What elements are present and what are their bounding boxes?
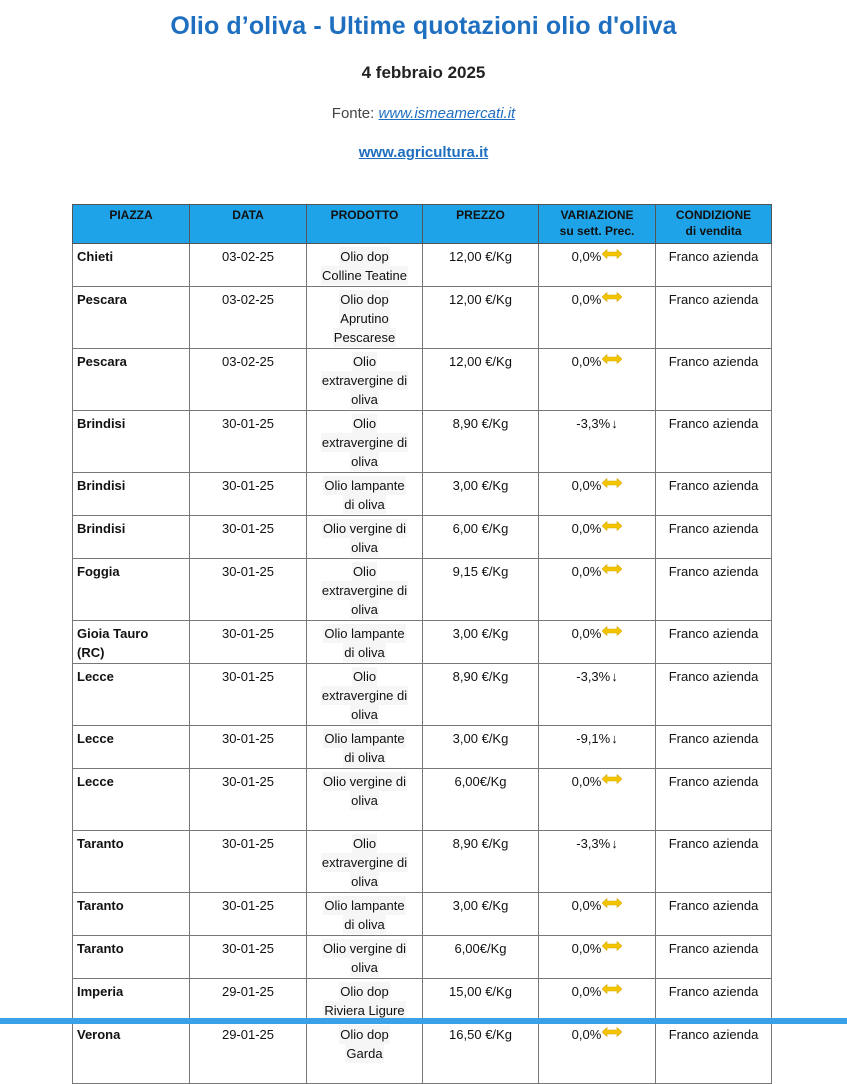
cell-prezzo — [423, 831, 539, 893]
cell-piazza — [73, 516, 190, 559]
cell-prezzo — [423, 244, 539, 287]
variazione-wrapper — [572, 247, 623, 266]
yellow-left-right-arrow-icon — [602, 626, 622, 636]
prodotto-text: oliva — [351, 707, 378, 722]
header-condizione-line2: di vendita — [685, 224, 742, 238]
prezzo-text: 15,00 €/Kg — [449, 984, 512, 999]
cell-prodotto — [307, 664, 423, 726]
cell-prodotto — [307, 1022, 423, 1084]
cell-data — [190, 559, 307, 621]
prodotto-text: oliva — [351, 793, 378, 808]
prodotto-text: di oliva — [344, 917, 385, 932]
quotes-table — [72, 204, 772, 1084]
variazione-text: 0,0% — [571, 626, 602, 641]
data-text: 30-01-25 — [221, 564, 275, 579]
cell-piazza — [73, 893, 190, 936]
header-condizione-line1: CONDIZIONE — [675, 208, 752, 222]
site-link[interactable]: www.agricultura.it — [358, 144, 489, 161]
header-prezzo: PREZZO — [423, 205, 539, 244]
variazione-text: 0,0% — [571, 898, 602, 913]
cell-piazza — [73, 769, 190, 831]
condizione-text: Franco azienda — [668, 941, 759, 956]
variazione-wrapper — [572, 352, 623, 371]
source-link[interactable]: www.ismeamercati.it — [378, 105, 516, 122]
cell-variazione — [539, 621, 656, 664]
table-row — [73, 664, 772, 726]
cell-prodotto — [307, 979, 423, 1022]
prodotto-text: Olio — [352, 836, 377, 851]
prodotto-text: extravergine di — [321, 688, 408, 703]
table-row — [73, 516, 772, 559]
yellow-left-right-arrow-icon — [602, 354, 622, 364]
yellow-left-right-arrow-icon — [602, 941, 622, 951]
cell-condizione — [656, 664, 772, 726]
source-line — [0, 105, 847, 122]
yellow-left-right-arrow-icon — [602, 774, 622, 784]
cell-variazione — [539, 664, 656, 726]
condizione-text: Franco azienda — [668, 898, 759, 913]
condizione-text: Franco azienda — [668, 1027, 759, 1042]
cell-data — [190, 831, 307, 893]
cell-piazza — [73, 1022, 190, 1084]
cell-condizione — [656, 244, 772, 287]
prodotto-text: di oliva — [344, 750, 385, 765]
yellow-left-right-arrow-icon — [602, 478, 622, 488]
prodotto-text: Aprutino — [340, 311, 389, 326]
condizione-text: Franco azienda — [668, 669, 759, 684]
cell-prodotto — [307, 244, 423, 287]
prodotto-text: Olio — [352, 669, 377, 684]
variazione-wrapper — [576, 729, 617, 748]
cell-condizione — [656, 621, 772, 664]
cell-variazione — [539, 893, 656, 936]
cell-prodotto — [307, 349, 423, 411]
cell-prodotto — [307, 411, 423, 473]
cell-data — [190, 769, 307, 831]
prezzo-text: 9,15 €/Kg — [452, 564, 509, 579]
data-text: 03-02-25 — [221, 249, 275, 264]
condizione-text: Franco azienda — [668, 774, 759, 789]
table-row — [73, 287, 772, 349]
variazione-wrapper — [572, 290, 623, 309]
piazza-text: Brindisi — [77, 478, 126, 493]
data-text: 30-01-25 — [221, 774, 275, 789]
cell-data — [190, 349, 307, 411]
variazione-text: 0,0% — [571, 774, 602, 789]
variazione-wrapper — [576, 667, 617, 686]
data-text: 30-01-25 — [221, 626, 275, 641]
cell-condizione — [656, 349, 772, 411]
cell-prezzo — [423, 726, 539, 769]
header-variazione — [539, 205, 656, 244]
cell-prezzo — [423, 936, 539, 979]
prodotto-text: Olio dop — [340, 1027, 389, 1042]
cell-variazione — [539, 287, 656, 349]
piazza-text: Taranto — [77, 836, 124, 851]
prodotto-text: extravergine di — [321, 855, 408, 870]
prodotto-text: di oliva — [344, 645, 385, 660]
prodotto-text: Olio lampante — [324, 626, 405, 641]
cell-piazza — [73, 979, 190, 1022]
yellow-left-right-arrow-icon — [602, 564, 622, 574]
condizione-text: Franco azienda — [668, 564, 759, 579]
prezzo-text: 8,90 €/Kg — [452, 669, 509, 684]
prezzo-text: 12,00 €/Kg — [449, 292, 512, 307]
cell-prezzo — [423, 893, 539, 936]
table-row — [73, 893, 772, 936]
variazione-wrapper — [572, 624, 623, 643]
piazza-text: Gioia Tauro — [77, 626, 149, 641]
table-row — [73, 411, 772, 473]
data-text: 30-01-25 — [221, 416, 275, 431]
variazione-wrapper — [572, 562, 623, 581]
condizione-text: Franco azienda — [668, 731, 759, 746]
cell-data — [190, 979, 307, 1022]
piazza-text: Brindisi — [77, 521, 126, 536]
cell-prodotto — [307, 516, 423, 559]
table-row — [73, 473, 772, 516]
header-data: DATA — [190, 205, 307, 244]
variazione-text: 0,0% — [571, 564, 602, 579]
variazione-wrapper — [572, 519, 623, 538]
prodotto-text: Olio — [352, 564, 377, 579]
variazione-wrapper — [576, 414, 617, 433]
condizione-text: Franco azienda — [668, 521, 759, 536]
cell-condizione — [656, 726, 772, 769]
cell-variazione — [539, 936, 656, 979]
piazza-text: Taranto — [77, 941, 124, 956]
variazione-wrapper — [572, 939, 623, 958]
cell-prezzo — [423, 287, 539, 349]
piazza-text: Foggia — [77, 564, 120, 579]
piazza-text: Taranto — [77, 898, 124, 913]
prodotto-text: oliva — [351, 602, 378, 617]
variazione-text: 0,0% — [571, 984, 602, 999]
prezzo-text: 8,90 €/Kg — [452, 416, 509, 431]
condizione-text: Franco azienda — [668, 836, 759, 851]
variazione-wrapper — [576, 834, 617, 853]
condizione-text: Franco azienda — [668, 478, 759, 493]
condizione-text: Franco azienda — [668, 626, 759, 641]
cell-prezzo — [423, 349, 539, 411]
cell-data — [190, 411, 307, 473]
cell-prodotto — [307, 726, 423, 769]
prodotto-text: Riviera Ligure — [324, 1003, 405, 1018]
yellow-left-right-arrow-icon — [602, 898, 622, 908]
cell-condizione — [656, 979, 772, 1022]
cell-condizione — [656, 1022, 772, 1084]
cell-condizione — [656, 473, 772, 516]
cell-variazione — [539, 979, 656, 1022]
table-row — [73, 244, 772, 287]
condizione-text: Franco azienda — [668, 354, 759, 369]
prodotto-text: oliva — [351, 392, 378, 407]
header-condizione — [656, 205, 772, 244]
prodotto-text: Olio — [352, 354, 377, 369]
cell-data — [190, 244, 307, 287]
bottom-accent-bar — [0, 1018, 847, 1024]
prodotto-text: Olio vergine di — [322, 774, 407, 789]
variazione-text: -3,3% — [576, 836, 611, 851]
cell-data — [190, 287, 307, 349]
cell-prodotto — [307, 769, 423, 831]
piazza-text: (RC) — [77, 645, 105, 660]
data-text: 29-01-25 — [221, 1027, 275, 1042]
prodotto-text: Olio dop — [340, 984, 389, 999]
piazza-text: Lecce — [77, 731, 114, 746]
prodotto-text: Garda — [346, 1046, 383, 1061]
down-arrow-icon: ↓ — [611, 836, 618, 851]
prodotto-text: Olio lampante — [324, 898, 405, 913]
page-date: 4 febbraio 2025 — [361, 63, 486, 82]
cell-prezzo — [423, 559, 539, 621]
table-row — [73, 1022, 772, 1084]
cell-condizione — [656, 411, 772, 473]
variazione-wrapper — [572, 772, 623, 791]
cell-condizione — [656, 936, 772, 979]
cell-prodotto — [307, 287, 423, 349]
variazione-wrapper — [572, 896, 623, 915]
cell-variazione — [539, 831, 656, 893]
variazione-wrapper — [572, 476, 623, 495]
prezzo-text: 3,00 €/Kg — [452, 731, 509, 746]
cell-variazione — [539, 769, 656, 831]
cell-prodotto — [307, 473, 423, 516]
cell-condizione — [656, 287, 772, 349]
data-text: 30-01-25 — [221, 521, 275, 536]
page-title: Olio d’oliva - Ultime quotazioni olio d'oliva — [170, 12, 677, 40]
piazza-text: Lecce — [77, 774, 114, 789]
prodotto-text: Olio vergine di — [322, 521, 407, 536]
cell-variazione — [539, 411, 656, 473]
prodotto-text: di oliva — [344, 497, 385, 512]
table-row — [73, 831, 772, 893]
down-arrow-icon: ↓ — [611, 731, 618, 746]
prodotto-text: Olio dop — [340, 249, 389, 264]
header-prodotto: PRODOTTO — [307, 205, 423, 244]
down-arrow-icon: ↓ — [611, 416, 618, 431]
piazza-text: Brindisi — [77, 416, 126, 431]
cell-prodotto — [307, 893, 423, 936]
cell-piazza — [73, 831, 190, 893]
cell-piazza — [73, 411, 190, 473]
data-text: 29-01-25 — [221, 984, 275, 999]
variazione-text: -3,3% — [576, 669, 611, 684]
cell-data — [190, 893, 307, 936]
variazione-text: 0,0% — [571, 292, 602, 307]
condizione-text: Franco azienda — [668, 292, 759, 307]
cell-prodotto — [307, 936, 423, 979]
yellow-left-right-arrow-icon — [602, 984, 622, 994]
table-row — [73, 349, 772, 411]
cell-piazza — [73, 244, 190, 287]
table-row — [73, 559, 772, 621]
data-text: 30-01-25 — [221, 478, 275, 493]
variazione-text: 0,0% — [571, 354, 602, 369]
data-text: 30-01-25 — [221, 836, 275, 851]
cell-piazza — [73, 473, 190, 516]
cell-condizione — [656, 516, 772, 559]
cell-prezzo — [423, 621, 539, 664]
cell-prezzo — [423, 769, 539, 831]
data-text: 30-01-25 — [221, 669, 275, 684]
cell-condizione — [656, 893, 772, 936]
data-text: 30-01-25 — [221, 898, 275, 913]
data-text: 03-02-25 — [221, 292, 275, 307]
cell-data — [190, 726, 307, 769]
piazza-text: Chieti — [77, 249, 114, 264]
cell-piazza — [73, 349, 190, 411]
prodotto-text: extravergine di — [321, 373, 408, 388]
data-text: 30-01-25 — [221, 731, 275, 746]
cell-prezzo — [423, 411, 539, 473]
yellow-left-right-arrow-icon — [602, 292, 622, 302]
yellow-left-right-arrow-icon — [602, 521, 622, 531]
prezzo-text: 8,90 €/Kg — [452, 836, 509, 851]
prodotto-text: oliva — [351, 874, 378, 889]
yellow-left-right-arrow-icon — [602, 249, 622, 259]
prodotto-text: oliva — [351, 454, 378, 469]
cell-piazza — [73, 559, 190, 621]
quotes-table-body — [73, 244, 772, 1084]
cell-prezzo — [423, 516, 539, 559]
cell-variazione — [539, 349, 656, 411]
variazione-text: 0,0% — [571, 521, 602, 536]
piazza-text: Pescara — [77, 354, 127, 369]
table-row — [73, 726, 772, 769]
cell-piazza — [73, 664, 190, 726]
prodotto-text: oliva — [351, 960, 378, 975]
source-prefix: Fonte: — [331, 105, 379, 122]
variazione-wrapper — [572, 1025, 623, 1044]
cell-prodotto — [307, 831, 423, 893]
piazza-text: Lecce — [77, 669, 114, 684]
cell-data — [190, 621, 307, 664]
condizione-text: Franco azienda — [668, 984, 759, 999]
cell-variazione — [539, 516, 656, 559]
down-arrow-icon: ↓ — [611, 669, 618, 684]
piazza-text: Verona — [77, 1027, 121, 1042]
cell-variazione — [539, 726, 656, 769]
prezzo-text: 16,50 €/Kg — [449, 1027, 512, 1042]
prezzo-text: 6,00 €/Kg — [452, 521, 509, 536]
variazione-text: 0,0% — [571, 249, 602, 264]
cell-piazza — [73, 287, 190, 349]
prezzo-text: 6,00€/Kg — [454, 941, 507, 956]
cell-data — [190, 936, 307, 979]
cell-prezzo — [423, 1022, 539, 1084]
table-row — [73, 936, 772, 979]
data-text: 03-02-25 — [221, 354, 275, 369]
prezzo-text: 3,00 €/Kg — [452, 898, 509, 913]
prodotto-text: extravergine di — [321, 583, 408, 598]
prodotto-text: Olio dop — [340, 292, 389, 307]
prezzo-text: 6,00€/Kg — [454, 774, 507, 789]
variazione-wrapper — [572, 982, 623, 1001]
table-row — [73, 621, 772, 664]
header-variazione-line1: VARIAZIONE — [560, 208, 634, 222]
prezzo-text: 12,00 €/Kg — [449, 354, 512, 369]
data-text: 30-01-25 — [221, 941, 275, 956]
table-header-row — [73, 205, 772, 244]
cell-data — [190, 1022, 307, 1084]
variazione-text: 0,0% — [571, 478, 602, 493]
cell-prezzo — [423, 664, 539, 726]
cell-data — [190, 516, 307, 559]
cell-piazza — [73, 726, 190, 769]
condizione-text: Franco azienda — [668, 416, 759, 431]
cell-condizione — [656, 831, 772, 893]
cell-variazione — [539, 244, 656, 287]
cell-piazza — [73, 621, 190, 664]
prodotto-text: oliva — [351, 540, 378, 555]
prodotto-text: Pescarese — [333, 330, 396, 345]
table-row — [73, 769, 772, 831]
header-piazza: PIAZZA — [73, 205, 190, 244]
prodotto-text: extravergine di — [321, 435, 408, 450]
prodotto-text: Olio lampante — [324, 478, 405, 493]
cell-prodotto — [307, 559, 423, 621]
cell-condizione — [656, 559, 772, 621]
prodotto-text: Olio vergine di — [322, 941, 407, 956]
cell-data — [190, 664, 307, 726]
cell-prodotto — [307, 621, 423, 664]
prezzo-text: 12,00 €/Kg — [449, 249, 512, 264]
cell-data — [190, 473, 307, 516]
variazione-text: -3,3% — [576, 416, 611, 431]
yellow-left-right-arrow-icon — [602, 1027, 622, 1037]
header-variazione-line2: su sett. Prec. — [559, 224, 635, 238]
variazione-text: -9,1% — [576, 731, 611, 746]
cell-condizione — [656, 769, 772, 831]
cell-piazza — [73, 936, 190, 979]
table-row — [73, 979, 772, 1022]
cell-variazione — [539, 1022, 656, 1084]
prodotto-text: Colline Teatine — [321, 268, 408, 283]
variazione-text: 0,0% — [571, 941, 602, 956]
prodotto-text: Olio lampante — [324, 731, 405, 746]
cell-variazione — [539, 559, 656, 621]
prodotto-text: Olio — [352, 416, 377, 431]
prezzo-text: 3,00 €/Kg — [452, 478, 509, 493]
variazione-text: 0,0% — [571, 1027, 602, 1042]
cell-variazione — [539, 473, 656, 516]
prezzo-text: 3,00 €/Kg — [452, 626, 509, 641]
piazza-text: Imperia — [77, 984, 124, 999]
piazza-text: Pescara — [77, 292, 127, 307]
cell-prezzo — [423, 473, 539, 516]
cell-prezzo — [423, 979, 539, 1022]
condizione-text: Franco azienda — [668, 249, 759, 264]
